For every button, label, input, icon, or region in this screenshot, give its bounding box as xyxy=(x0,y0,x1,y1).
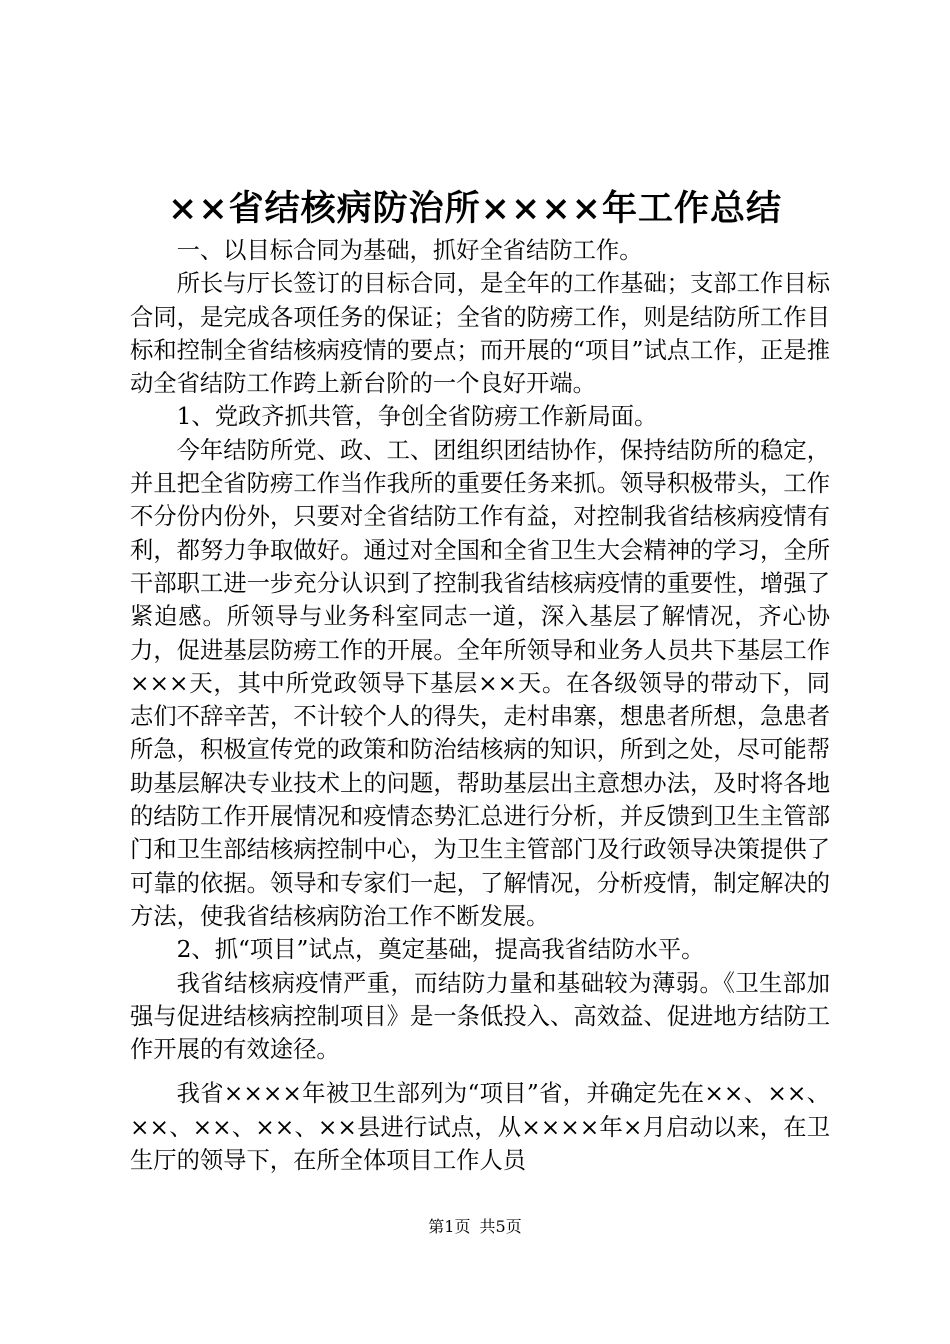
paragraph: 今年结防所党、政、工、团组织团结协作，保持结防所的稳定，并且把全省防痨工作当作我所的重要任务来抓。领导积极带头，工作不分份内份外，只要对全省结防工作有益，对控制我省结核病疫情有利，都努力争取做好。通过对全国和全省卫生大会精神的学习，全所干部职工进一步充分认识到了控制我省结核病疫情的重要性，增强了紧迫感。所领导与业务科室同志一道，深入基层了解情况，齐心协力，促进基层防痨工作的开展。全年所领导和业务人员共下基层工作×××天，其中所党政领导下基层××天。在各级领导的带动下，同志们不辞辛苦，不计较个人的得失，走村串寨，想患者所想，急患者所急，积极宣传党的政策和防治结核病的知识，所到之处，尽可能帮助基层解决专业技术上的问题，帮助基层出主意想办法，及时将各地的结防工作开展情况和疫情态势汇总进行分析，并反馈到卫生主管部门和卫生部结核病控制中心，为卫生主管部门及行政领导决策提供了可靠的依据。领导和专家们一起，了解情况，分析疫情，制定解决的方法，使我省结核病防治工作不断发展。 xyxy=(130,436,830,930)
document-body xyxy=(130,234,830,1177)
page-number: 第1页 xyxy=(428,1217,471,1236)
page-footer xyxy=(0,1216,950,1238)
document-title: ××省结核病防治所××××年工作总结 xyxy=(168,188,782,229)
subsection-heading: 1、党政齐抓共管，争创全省防痨工作新局面。 xyxy=(176,403,658,431)
page-total: 共5页 xyxy=(479,1217,522,1236)
section-heading: 一、以目标合同为基础，抓好全省结防工作。 xyxy=(176,237,643,264)
paragraph: 所长与厅长签订的目标合同，是全年的工作基础；支部工作目标合同，是完成各项任务的保证；全省的防痨工作，则是结防所工作目标和控制全省结核病疫情的要点；而开展的“项目”试点工作，正是推动全省结防工作跨上新台阶的一个良好开端。 xyxy=(130,270,830,398)
paragraph: 我省××××年被卫生部列为“项目”省，并确定先在××、××、××、××、××、××县进行试点，从××××年×月启动以来，在卫生厅的领导下，在所全体项目工作人员 xyxy=(130,1080,830,1175)
paragraph: 我省结核病疫情严重，而结防力量和基础较为薄弱。《卫生部加强与促进结核病控制项目》是一条低投入、高效益、促进地方结防工作开展的有效途径。 xyxy=(130,969,830,1064)
subsection-heading: 2、抓“项目”试点，奠定基础，提高我省结防水平。 xyxy=(176,936,705,964)
